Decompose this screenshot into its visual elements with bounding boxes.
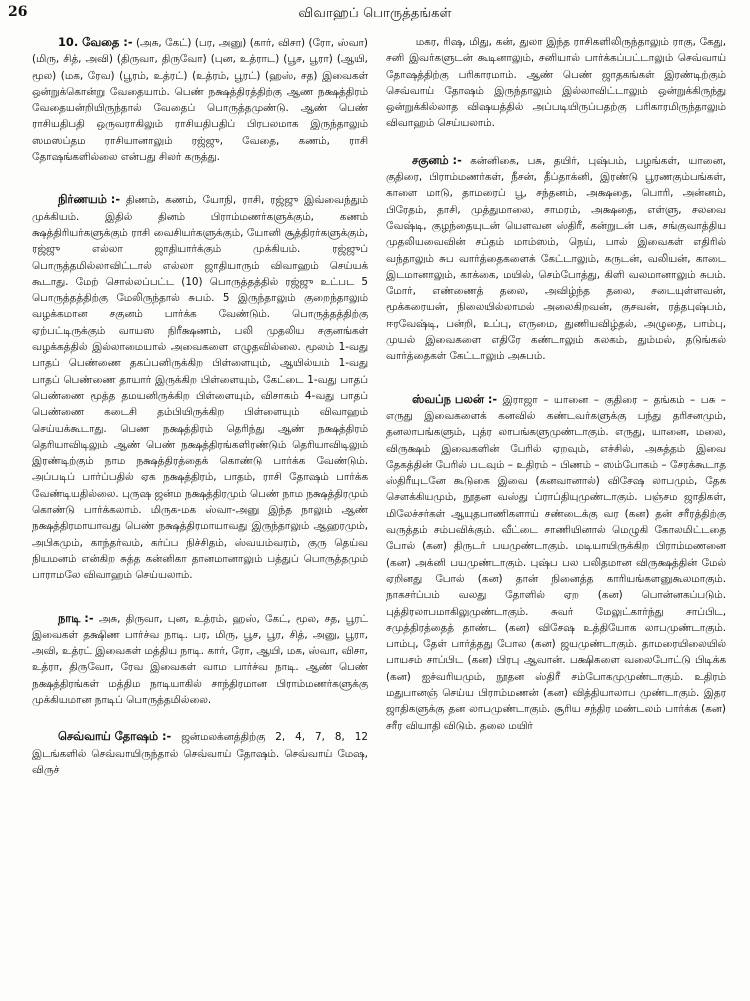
paragraph-text: (அசு, கேட்) (பர, அனு) (கார், விசா) (ரோ, ஸ்வா) (மிரு, சித், அவி) (திருவா, திருவோ) (புன, உத்ராட) (பூச, பூரா) (ஆயி, மூல) (மக, ரேவ) (பூரம், உத்ரட்) (உத்ரம், பூரட்) (ஹஸ், சத) இவைகள் ஒன்றுக்கொன்று வேதையாம். பெண் நக்ஷத்திரத்திற்கு ஆண நக்ஷத்திரம் வேதையன்றியிருந்தால் வேதைப் பொருத்தமுண்டு. ஆண் பெண் ராசியதிபதி ஒருவராகிலும் ராசியதிபதிப் பிரபலமாக இருந்தாலும் ஸமஸப்தம ராசியானாலும் ரஜ்ஜு, வேதை, கணம், ராசி தோஷங்களில்லை என்பது சிலர் கருத்து. [32, 37, 368, 164]
right-column [386, 34, 726, 734]
section-heading: 10. வேதை :- [58, 35, 133, 49]
paragraph-indent [386, 152, 462, 169]
paragraph-text: கன்னிகை, பசு, தயிர், புஷ்பம், பழங்கள், யானை, குதிரை, பிராம்மணர்கள், நீசன், தீப்தாக்னி, இரண்டு பூரணகும்பங்கள், காளை மாடு, தாமரைப் பூ, சந்தனம், அக்ஷதை, பொரி, அன்னம், பிரேதம், தாசி, முத்துமாலை, சாமரம், அக்ஷதை, எள்ளு, சலவை வேஷ்டி, குழந்தையுடன் யௌவன ஸ்திரீ, கன்றுடன் பசு, சங்குவாத்திய முதலியவைவின் சப்தம் மாம்ஸம், நெய், பால் இவைகள் எதிரில் வந்தாலும் சுப வார்த்தைகளைக் கேட்டாலும், கருடன், வலியன், காடை இடமானாலும், காக்கை, மயில், செம்போத்து, கிளி வலமானாலும் சுபம். மோர், எண்ணைத் தலை, அவிழ்ந்த தலை, சடையுள்ளவன், மூக்கரையன், நிலையில்லாமல் அலைகிறவன், குசவன், ரத்தபுஷ்பம், ஈரவேஷ்டி, பன்றி, உப்பு, எருமை, துணியவிழ்தல், அழுதை, பாம்பு, முயல் இவைகளை எதிரே கண்டாலும் கலகம், தும்மல், தடுங்கல் வார்த்தைகள் கேட்டாலும் அசுபம். [386, 154, 726, 363]
right-column-paragraph [386, 391, 726, 734]
paragraph-text: இராஜா – யானை – குதிரை – தங்கம் – பசு – எருது இவைகளைக் கனவில் கண்டவர்களுக்கு பந்து தரிசனமும், தனலாபங்களும், புத்ர லாபங்களுமுண்டாகும். எருது, யானை, மலை, விருக்ஷம் இவைகளின் பேரில் ஏறவும், எச்சில், அசுத்தம் இவை தேகத்தின் பேரில் படவும் – உதிரம் – பிணம் – ஸம்போகம் – சேரக்கூடாத ஸ்திரீயுடனே கூடுகை இவை (கனவானால்) விசேஷ லாபமும், தேக சௌக்கியமும், நூதன வஸ்து ப்ராப்தியுமுண்டாகும். பஞ்சம ஜாதிகள், மிலேச்சர்கள் ஆயுதபாணிகளாய் சண்டைக்கு வர (கன) தன் சரீரத்திற்கு வருத்தம் சம்பவிக்கும். வீட்டை சாணியினால் மெழுகி கோலமிட்டதை போல் (கன) திருடர் பயமுண்டாகும். மடியாயிருக்கிற பிராம்மணனை (கன) அக்னி பயமுண்டாகும். புஷ்ப பல பலிதமான விருக்ஷத்தின் மேல் ஏறினது போல் (கன) தான் நினைத்த காரியங்களனுகூலமாகும். நாகசர்ப்பம் வலது தோளில் ஏற (கன) பொன்னகப்படும். புத்திரலாபமாகிலுமுண்டாகும். சுவர் மேலுட்கார்ந்து சாப்பிட, சமுத்திரத்தைத் தாண்ட (கன) விசேஷ உத்தியோக லாபமுண்டாகும். பாம்பு, தேள் பார்த்தது போல (கன) ஜயமுண்டாகும். தாமரையிலையில் பாயசம் சாப்பிட (கன) பிரபு ஆவான். பக்ஷிகளை வலைபோட்டு பிடிக்க (கன) ஐச்வரியமும், நூதன ஸ்திரீ சம்போகமுமுண்டாகும். உதிரம் மதுபானஞ் செய்ய பிராம்மணன் (கன) வித்தியாலாப முண்டாகும். இதர ஜாதிகளுக்கு தன லாபமுண்டாகும். சூரிய சந்திர மண்டலம் பார்க்க (கன) சரீர வியாதி விடும். தலை மயிர் [386, 393, 726, 732]
left-column-paragraph [32, 728, 368, 778]
section-heading: நாடி :- [58, 610, 94, 625]
paragraph-text: அசு, திருவா, புன, உத்ரம், ஹஸ், கேட், மூல, சத, பூரட் இவைகள் தக்ஷிண பார்ச்வ நாடி. பர, மிரு, பூச, பூர, சித், அனு, பூரா, அவி, உத்ரட் இவைகள் மத்திய நாடி. கார், ரோ, ஆயி, மக, ஸ்வா, விசா, உத்ரா, திருவோ, ரேவ இவைகள் வாம பார்ச்வ நாடி. ஆண் பெண் நக்ஷத்திரங்கள் மத்திம நாடியாகில் சாந்திரமான பிராம்மணர்களுக்கு முக்கியமான நாடிப் பொருத்தமில்லை. [32, 612, 368, 706]
section-heading: ஸ்வப்ந பலன் :- [412, 391, 498, 406]
section-heading: செவ்வாய் தோஷம் :- [58, 729, 172, 744]
left-column-paragraph [32, 610, 368, 709]
paragraph-indent [32, 728, 171, 745]
paragraph-indent [386, 391, 497, 408]
left-column [32, 34, 368, 778]
paragraph-text: திணம், கணம், யோநி, ராசி, ரஜ்ஜு இவ்வைந்தும் முக்கியம். இதில் தினம் பிராம்மணர்களுக்கும், கணம் க்ஷத்திரியர்களுக்கும் ராசி வைசியர்களுக்கும், யோனி சூத்திரர்களுக்கும், ரஜ்ஜு எல்லா ஜாதியார்க்கும் முக்கியம். ரஜ்ஜுப் பொருத்தமில்லாவிட்டால் எல்லா ஜாதியாரும் விவாஹம் செய்யக் கூடாது. மேற் சொல்லப்பட்ட (10) பொருத்தத்தில் ரஜ்ஜு உட்பட 5 பொருத்தத்திற்கு மேலிருந்தால் சுபம். 5 இருந்தாலும் குறைந்தாலும் வழக்கமான சகுனம் பார்க்க வேண்டும். பொருத்தத்திற்கு ஏற்பட்டிருக்கும் வாயஸ நிரீக்ஷணம், பலி முதலிய சகுனங்கள் வழக்கத்தில் இல்லாமையால் அவைகளை எழுதவில்லை. மூலம் 1-வது பாதப் பெண்ணை தகப்பனிருக்கிற பிள்ளையும், ஆயில்யம் 1-வது பாதப் பெண்ணை தாயார் இருக்கிற பிள்ளையும், கேட்டை 1-வது பாதப் பெண்ணை மூத்த தமயனிருக்கிற பிள்ளையும், விசாகம் 4-வது பாதப் பெண்ணை கடைசி தம்பியிருக்கிற பிள்ளையும் விவாஹம் செய்யக்கூடாது. பெண நக்ஷத்திரம் தெரிந்து ஆண் நக்ஷத்திரம் தெரியாவிடிலும் ஆண் பெண் நக்ஷத்திரங்களிரண்டும் தெரியாவிடிலும் இரண்டிற்கும் நாம நக்ஷத்திரத்தைக் கொண்டு பார்க்க வேண்டும். அப்படிப் பார்ப்பதில் ஏக நக்ஷத்திரம், பாதம், ராசி தோஷம் பார்க்க வேண்டியதில்லை. புருஷ ஜன்ம நக்ஷத்திரமும் பெண் நாம நக்ஷத்திரமும் கொண்டு பார்க்கலாம். மிருக-மக ஸ்வா-அனு இந்த நாலும் ஆண் நக்ஷத்திரமாயாவது பெண் நக்ஷத்திரமாயாவது இருந்தாலும் ஆஹரமும், அபிகமும், காந்தர்வம், கர்ப்ப நிச்சிதம், ஸ்வயம்வரம், குரு தெய்வ நியமனம் என்கிற சுத்த கன்னிகா தானமானாலும் பத்துப் பொருத்தமும் பாராமலே விவாஹம் செய்யலாம். [32, 194, 368, 582]
page-number: 26 [8, 4, 28, 20]
paragraph-text: ஜன்மலக்னத்திற்கு 2, 4, 7, 8, 12 இடங்களில் செவ்வாயிருந்தால் செவ்வாய் தோஷம். செவ்வாய் மேஷ, விருச் [32, 731, 368, 776]
running-header-title: விவாஹப் பொருத்தங்கள் [298, 6, 452, 21]
paragraph-indent [32, 34, 133, 51]
right-column-paragraph [386, 34, 726, 132]
right-column-paragraph [386, 152, 726, 365]
paragraph-indent [32, 610, 94, 627]
section-heading: சகுனம் :- [412, 152, 462, 167]
left-column-paragraph [32, 191, 368, 583]
section-heading: நிர்ணயம் :- [58, 192, 121, 207]
paragraph-text: மகர, ரிஷ, மிது, கன், துலா இந்த ராசிகளிலிருந்தாலும் ராகு, கேது, சனி இவர்களுடன் கூடினாலும், சனியால் பார்க்கப்பட்டாலும் செவ்வாய் தோஷத்திற்கு பரிகாரமாம். ஆண் பெண் ஜாதகங்கள் இரண்டிற்கும் செவ்வாய் தோஷம் இருந்தாலும் இல்லாவிட்டாலும் ஒன்றுக்கிருந்து ஒன்றுக்கில்லாத விஷயத்தில் அப்படியிருப்பதற்கு பரிகாரமிருந்தாலும் விவாஹம் செய்யலாம். [386, 36, 726, 130]
left-column-paragraph [32, 34, 368, 165]
paragraph-indent [32, 191, 120, 208]
